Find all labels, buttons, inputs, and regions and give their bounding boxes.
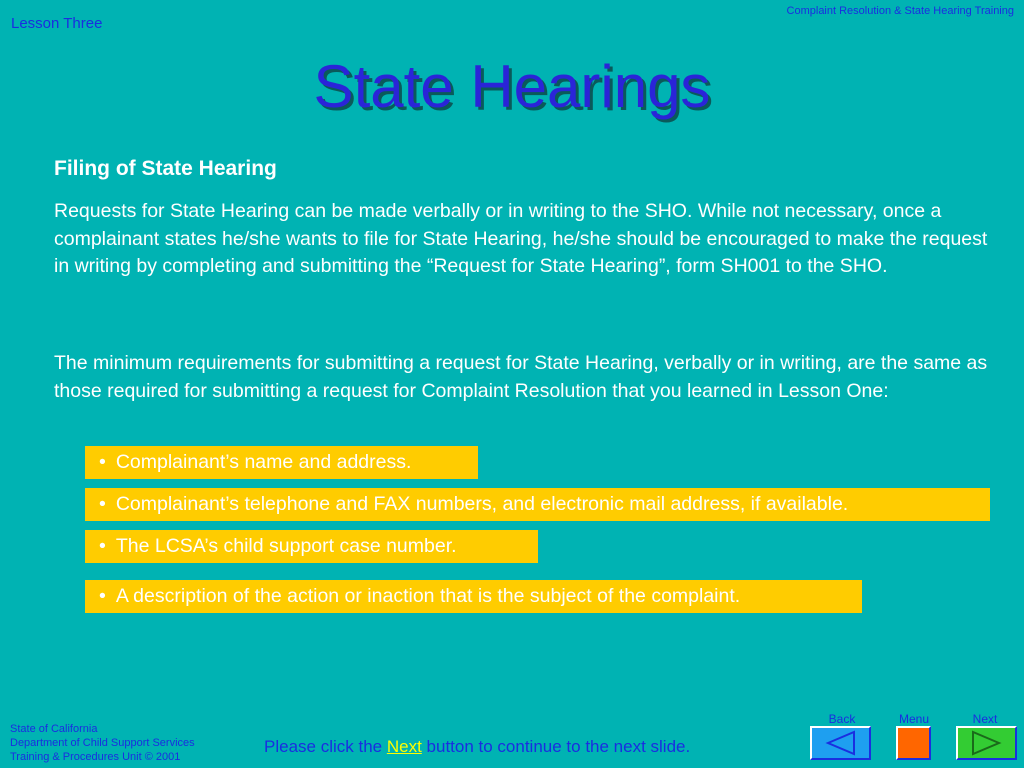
org-line: Department of Child Support Services	[10, 737, 195, 749]
requirement-text: Complainant’s name and address.	[115, 451, 412, 473]
bullet-icon: •	[99, 451, 106, 473]
requirement-item	[85, 530, 538, 563]
prompt-text: button to continue to the next slide.	[421, 737, 691, 756]
arrow-right-icon	[958, 728, 1015, 758]
requirement-item	[85, 488, 990, 521]
requirement-item	[85, 446, 478, 479]
requirement-item	[85, 580, 862, 613]
paragraph-filing: Requests for State Hearing can be made verbally or in writing to the SHO. While not necessary, once a complainant states he/she wants to file for State Hearing, he/she should be encouraged to make the request in writing by completing and submitting the “Request for State Hearing”, form SH001 to the SHO.	[54, 200, 988, 277]
back-button[interactable]	[810, 726, 871, 760]
next-instruction	[264, 737, 690, 757]
menu-label: Menu	[898, 712, 930, 726]
bullet-icon: •	[99, 535, 106, 557]
back-label: Back	[828, 712, 856, 726]
org-line: State of California	[10, 723, 98, 735]
org-line: Training & Procedures Unit © 2001	[10, 751, 181, 763]
next-button[interactable]	[956, 726, 1017, 760]
section-heading: Filing of State Hearing	[54, 157, 277, 180]
arrow-left-icon	[812, 728, 869, 758]
course-title: Complaint Resolution & State Hearing Training	[786, 5, 1014, 17]
requirement-text: Complainant’s telephone and FAX numbers, and electronic mail address, if available.	[115, 493, 849, 515]
menu-button[interactable]	[896, 726, 931, 760]
next-label: Next	[972, 712, 998, 726]
organization-info	[10, 722, 195, 764]
prompt-text: Please click the	[264, 737, 387, 756]
requirement-text: A description of the action or inaction that is the subject of the complaint.	[115, 585, 741, 607]
bullet-icon: •	[99, 585, 106, 607]
next-link[interactable]: Next	[386, 737, 422, 756]
requirement-text: The LCSA’s child support case number.	[115, 535, 457, 557]
slide-title: State Hearings	[313, 53, 711, 120]
bullet-icon: •	[99, 493, 106, 515]
paragraph-requirements: The minimum requirements for submitting a request for State Hearing, verbally or in writing, are the same as those required for submitting a request for Complaint Resolution that you learned in Lesson One:	[54, 352, 988, 402]
lesson-label: Lesson Three	[11, 15, 103, 32]
